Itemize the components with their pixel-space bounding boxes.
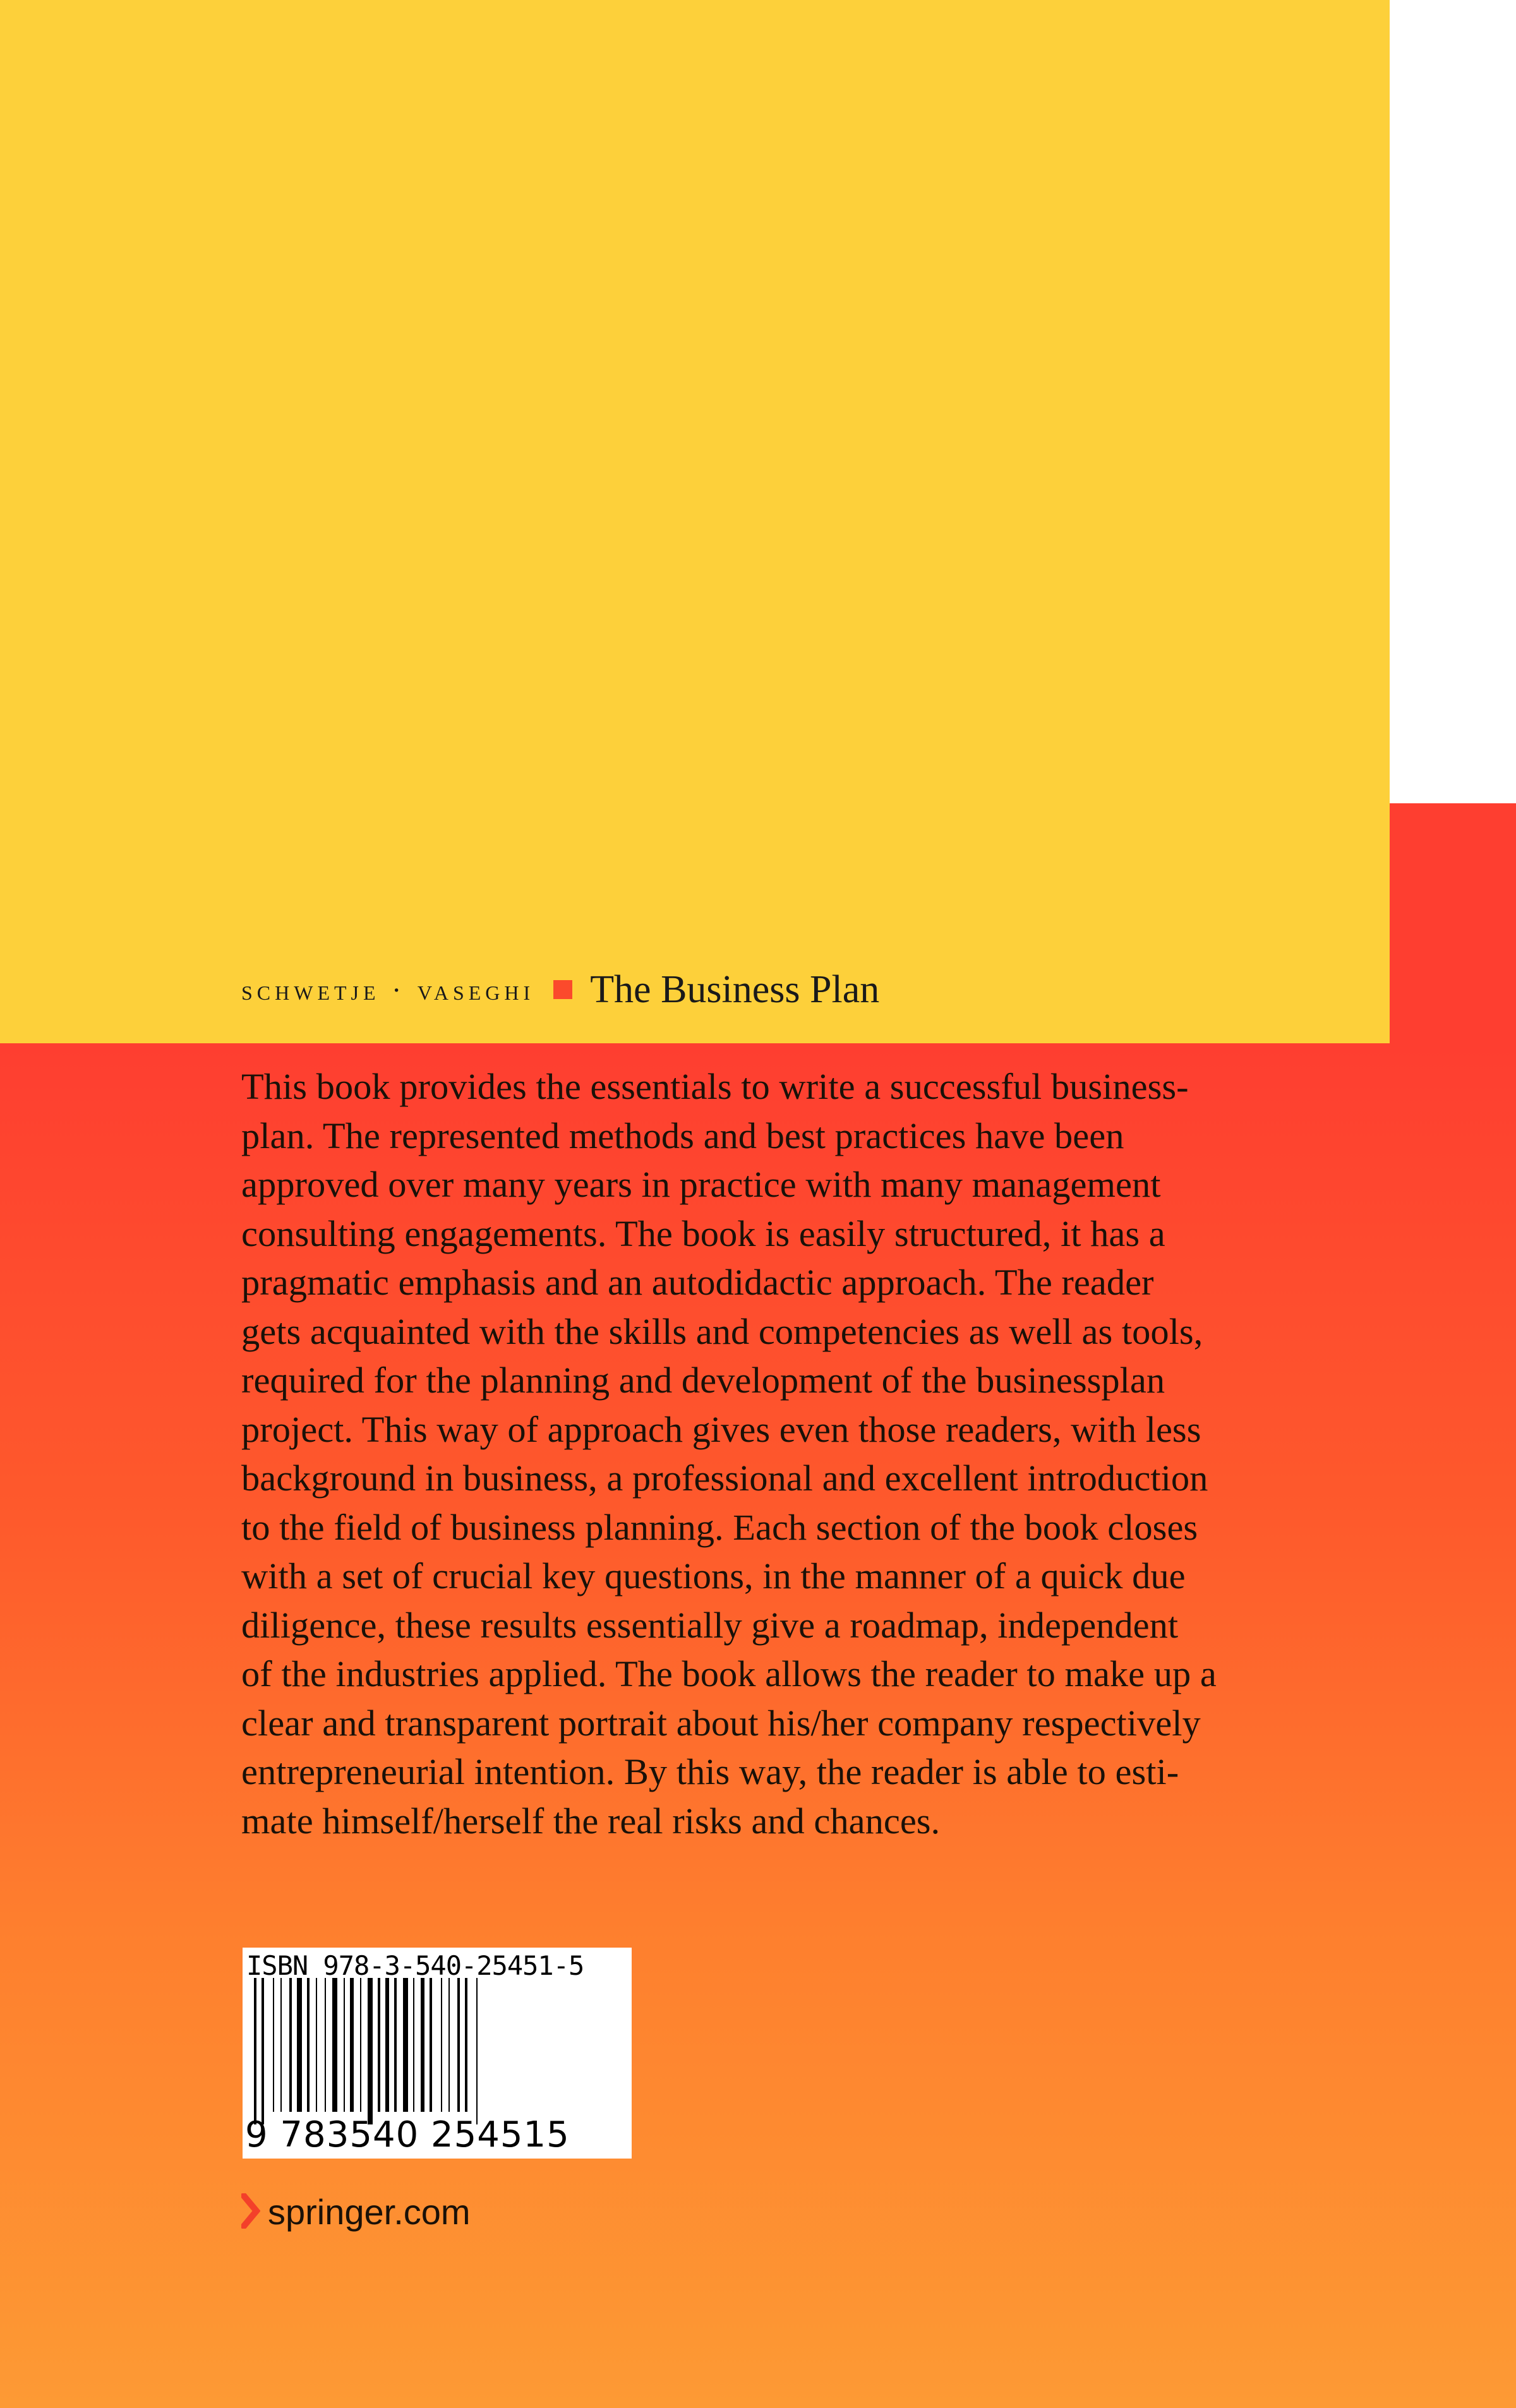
blurb-line: clear and transparent portrait about his/her company respectively	[241, 1702, 1201, 1744]
barcode-bar	[448, 1978, 450, 2112]
blurb-line: mate himself/herself the real risks and chances.	[241, 1800, 941, 1842]
barcode-bar	[457, 1978, 460, 2112]
yellow-band	[0, 0, 1390, 1043]
square-bullet-icon	[553, 980, 572, 999]
barcode-bar	[344, 1978, 345, 2112]
blurb-line: project. This way of approach gives even those readers, with less	[241, 1408, 1201, 1450]
barcode-bar	[378, 1978, 380, 2112]
blurb-text	[241, 1062, 1353, 1845]
blurb-line: with a set of crucial key questions, in the manner of a quick due	[241, 1555, 1186, 1596]
blurb-line: This book provides the essentials to write a successful business-	[241, 1066, 1189, 1107]
blurb-line: approved over many years in practice with many management	[241, 1164, 1161, 1205]
barcode-bar	[360, 1978, 361, 2112]
blurb-line: pragmatic emphasis and an autodidactic approach. The reader	[241, 1262, 1154, 1303]
barcode-bar	[307, 1978, 310, 2112]
barcode-bar	[441, 1978, 442, 2112]
blurb-line: diligence, these results essentially give a roadmap, independent	[241, 1604, 1179, 1646]
barcode-bar	[325, 1978, 326, 2112]
barcode-bar	[394, 1978, 397, 2112]
barcode-bar	[297, 1978, 302, 2112]
chevron-right-icon	[241, 2193, 260, 2231]
barcode-bar	[273, 1978, 274, 2112]
authors: schwetje · vaseghi	[241, 973, 535, 1006]
red-corner-tab	[1390, 803, 1516, 1043]
barcode-bar	[332, 1978, 337, 2112]
barcode-digits: 9 783540 254515	[245, 2114, 570, 2155]
barcode-bar	[403, 1978, 408, 2112]
barcode-bar	[476, 1978, 478, 2124]
blurb-line: consulting engagements. The book is easily structured, it has a	[241, 1213, 1165, 1254]
barcode-bar	[430, 1978, 432, 2112]
barcode-bar	[316, 1978, 317, 2112]
publisher-name: springer.com	[268, 2192, 471, 2232]
barcode-bar	[385, 1978, 389, 2112]
blurb-line: required for the planning and development of the businessplan	[241, 1360, 1165, 1401]
barcode-bar	[254, 1978, 256, 2124]
barcode-bar	[280, 1978, 282, 2112]
blurb-line: plan. The represented methods and best practices have been	[241, 1115, 1124, 1156]
barcode-bar	[413, 1978, 414, 2112]
isbn-barcode	[243, 1948, 632, 2159]
barcode-bar	[465, 1978, 467, 2112]
barcode-bar	[368, 1978, 373, 2124]
blurb-line: background in business, a professional and excellent introduction	[241, 1458, 1208, 1499]
barcode-bar	[289, 1978, 292, 2112]
publisher-link[interactable]	[241, 2191, 471, 2232]
blurb-line: entrepreneurial intention. By this way, the reader is able to esti-	[241, 1751, 1179, 1792]
book-title: The Business Plan	[590, 967, 880, 1011]
barcode-bar	[262, 1978, 264, 2124]
isbn-label: ISBN 978-3-540-25451-5	[246, 1950, 584, 1981]
blurb-line: of the industries applied. The book allows the reader to make up a	[241, 1653, 1217, 1694]
blurb-line: gets acquainted with the skills and competencies as well as tools,	[241, 1310, 1203, 1352]
blurb-line: to the field of business planning. Each section of the book closes	[241, 1506, 1198, 1548]
author-title-line	[241, 961, 879, 1018]
barcode-bar	[350, 1978, 354, 2112]
barcode-bar	[421, 1978, 424, 2112]
